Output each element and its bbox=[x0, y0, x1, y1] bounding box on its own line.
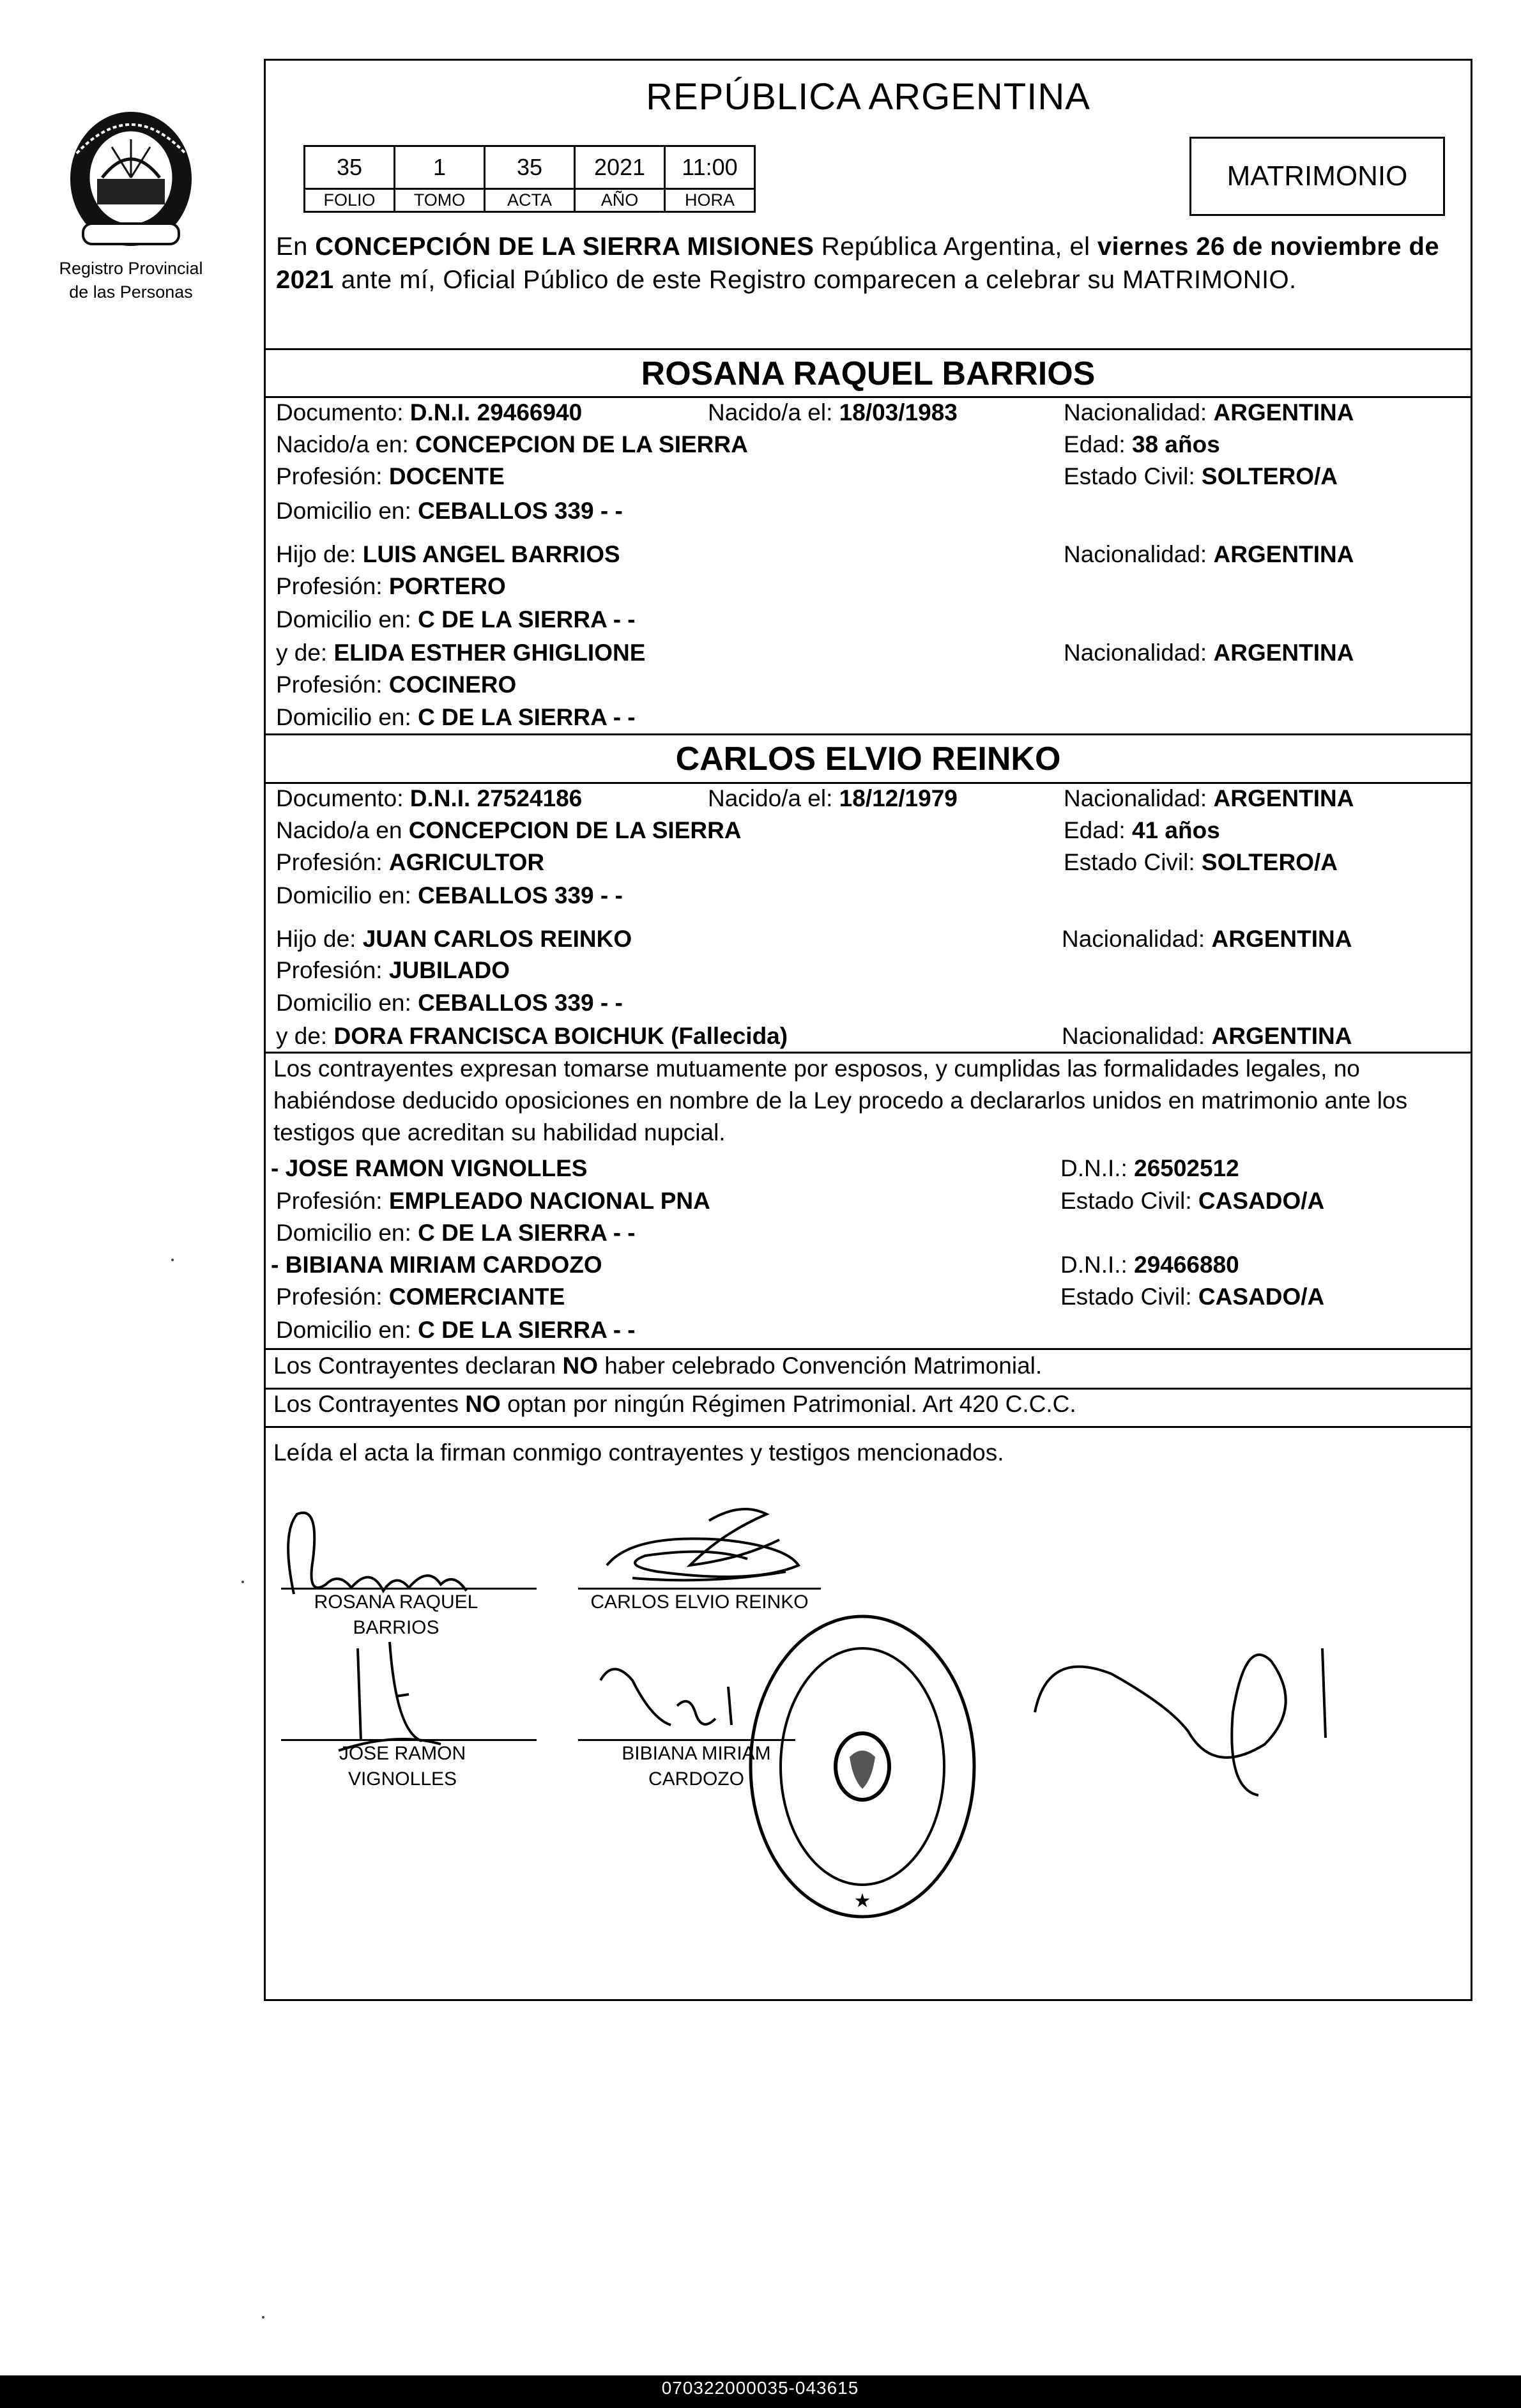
divider bbox=[264, 1348, 1472, 1350]
w2-profession: Profesión: COMERCIANTE bbox=[276, 1284, 565, 1310]
w1-name: - JOSE RAMON VIGNOLLES bbox=[271, 1155, 588, 1181]
c1-mother-address: Domicilio en: C DE LA SIERRA - - bbox=[276, 704, 636, 730]
c2-address: Domicilio en: CEBALLOS 339 - - bbox=[276, 882, 623, 909]
c1-father-nationality: Nacionalidad: ARGENTINA bbox=[1064, 541, 1354, 567]
reading-statement: Leída el acta la firman conmigo contrayentes y testigos mencionados. bbox=[273, 1439, 1004, 1466]
document-title: REPÚBLICA ARGENTINA bbox=[646, 76, 1090, 118]
intro-text-1: En bbox=[276, 233, 316, 261]
convention-statement: Los Contrayentes declaran NO haber celebrado Convención Matrimonial. bbox=[273, 1353, 1043, 1379]
signer-4-name: BIBIANA MIRIAM CARDOZO bbox=[622, 1743, 771, 1790]
act-type-box: MATRIMONIO bbox=[1189, 137, 1445, 216]
hora-value: 11:00 bbox=[665, 146, 755, 189]
contrayente1-name: ROSANA RAQUEL BARRIOS bbox=[641, 355, 1096, 392]
c2-birthplace: Nacido/a en CONCEPCION DE LA SIERRA bbox=[276, 817, 742, 843]
c2-mother: y de: DORA FRANCISCA BOICHUK (Fallecida) bbox=[276, 1023, 788, 1049]
c2-mother-nationality: Nacionalidad: ARGENTINA bbox=[1062, 1023, 1352, 1049]
acta-label: ACTA bbox=[485, 189, 575, 212]
official-stamp bbox=[741, 1610, 984, 1923]
provincial-seal-icon bbox=[51, 102, 211, 256]
intro-place: CONCEPCIÓN DE LA SIERRA MISIONES bbox=[315, 233, 814, 261]
signer-1-name: ROSANA RAQUEL BARRIOS bbox=[314, 1591, 478, 1638]
tomo-value: 1 bbox=[395, 146, 485, 189]
barcode-number: 070322000035-043615 bbox=[661, 2378, 859, 2398]
w2-address: Domicilio en: C DE LA SIERRA - - bbox=[276, 1317, 636, 1343]
divider bbox=[264, 1426, 1472, 1428]
c1-father: Hijo de: LUIS ANGEL BARRIOS bbox=[276, 541, 620, 567]
intro-text-2: República Argentina, el bbox=[814, 233, 1097, 261]
c1-birthdate: Nacido/a el: 18/03/1983 bbox=[708, 399, 958, 426]
c2-age: Edad: 41 años bbox=[1064, 817, 1220, 843]
c2-father-nationality: Nacionalidad: ARGENTINA bbox=[1062, 926, 1352, 952]
c1-birthplace: Nacido/a en: CONCEPCION DE LA SIERRA bbox=[276, 431, 748, 457]
c2-birthdate: Nacido/a el: 18/12/1979 bbox=[708, 785, 958, 811]
acta-value: 35 bbox=[485, 146, 575, 189]
scan-speck bbox=[262, 2316, 264, 2319]
w2-name: - BIBIANA MIRIAM CARDOZO bbox=[271, 1252, 602, 1278]
signer-3-name: JOSE RAMON VIGNOLLES bbox=[339, 1743, 466, 1790]
contrayente2-name: CARLOS ELVIO REINKO bbox=[675, 740, 1061, 778]
c2-profession: Profesión: AGRICULTOR bbox=[276, 849, 545, 875]
c1-profession: Profesión: DOCENTE bbox=[276, 463, 505, 489]
signature-carlos bbox=[594, 1495, 824, 1597]
registry-name-line2: de las Personas bbox=[69, 282, 193, 302]
c1-father-profession: Profesión: PORTERO bbox=[276, 573, 506, 599]
divider bbox=[264, 348, 1472, 350]
c1-address: Domicilio en: CEBALLOS 339 - - bbox=[276, 498, 623, 524]
intro-date: viernes 26 de noviembre de 2021 bbox=[276, 233, 1439, 294]
w1-dni: D.N.I.: 26502512 bbox=[1060, 1155, 1239, 1181]
c1-mother-nationality: Nacionalidad: ARGENTINA bbox=[1064, 640, 1354, 666]
w2-dni: D.N.I.: 29466880 bbox=[1060, 1252, 1239, 1278]
folio-label: FOLIO bbox=[305, 189, 395, 212]
signer-2-name: CARLOS ELVIO REINKO bbox=[590, 1591, 809, 1613]
anio-label: AÑO bbox=[575, 189, 665, 212]
tomo-label: TOMO bbox=[395, 189, 485, 212]
c2-document: Documento: D.N.I. 27524186 bbox=[276, 785, 583, 811]
registry-logo bbox=[45, 102, 217, 303]
signature-bibiana bbox=[588, 1655, 767, 1751]
c1-nationality: Nacionalidad: ARGENTINA bbox=[1064, 399, 1354, 426]
registry-name-line1: Registro Provincial bbox=[59, 259, 203, 278]
w1-civil-status: Estado Civil: CASADO/A bbox=[1060, 1188, 1325, 1214]
c2-civil-status: Estado Civil: SOLTERO/A bbox=[1064, 849, 1338, 875]
divider bbox=[264, 1388, 1472, 1390]
hora-label: HORA bbox=[665, 189, 755, 212]
divider bbox=[264, 733, 1472, 735]
scan-speck bbox=[171, 1259, 174, 1261]
anio-value: 2021 bbox=[575, 146, 665, 189]
c1-mother-profession: Profesión: COCINERO bbox=[276, 671, 517, 698]
registration-table bbox=[303, 145, 756, 213]
scan-speck bbox=[241, 1581, 244, 1583]
c1-mother: y de: ELIDA ESTHER GHIGLIONE bbox=[276, 640, 646, 666]
signature-official bbox=[1022, 1636, 1354, 1814]
c1-civil-status: Estado Civil: SOLTERO/A bbox=[1064, 463, 1338, 489]
c1-age: Edad: 38 años bbox=[1064, 431, 1220, 457]
divider bbox=[264, 782, 1472, 784]
c2-father-address: Domicilio en: CEBALLOS 339 - - bbox=[276, 990, 623, 1016]
declaration-paragraph: Los contrayentes expresan tomarse mutuamente por esposos, y cumplidas las formalidades legales, no habiéndose deducido oposiciones en nombre de la Ley procedo a declararlos unidos en matrimonio ante los testigos que acreditan su habilidad nupcial. bbox=[273, 1055, 1408, 1146]
svg-text:★: ★ bbox=[853, 1890, 871, 1912]
w1-profession: Profesión: EMPLEADO NACIONAL PNA bbox=[276, 1188, 710, 1214]
c2-father-profession: Profesión: JUBILADO bbox=[276, 957, 510, 983]
regime-statement: Los Contrayentes NO optan por ningún Régimen Patrimonial. Art 420 C.C.C. bbox=[273, 1391, 1076, 1417]
c2-nationality: Nacionalidad: ARGENTINA bbox=[1064, 785, 1354, 811]
divider bbox=[264, 396, 1472, 398]
c1-document: Documento: D.N.I. 29466940 bbox=[276, 399, 583, 426]
intro-paragraph bbox=[276, 230, 1465, 296]
w2-civil-status: Estado Civil: CASADO/A bbox=[1060, 1284, 1325, 1310]
intro-text-3: ante mí, Oficial Público de este Registro comparecen a celebrar su MATRIMONIO. bbox=[333, 266, 1297, 294]
w1-address: Domicilio en: C DE LA SIERRA - - bbox=[276, 1220, 636, 1246]
c2-father: Hijo de: JUAN CARLOS REINKO bbox=[276, 926, 632, 952]
c1-father-address: Domicilio en: C DE LA SIERRA - - bbox=[276, 606, 636, 633]
folio-value: 35 bbox=[305, 146, 395, 189]
